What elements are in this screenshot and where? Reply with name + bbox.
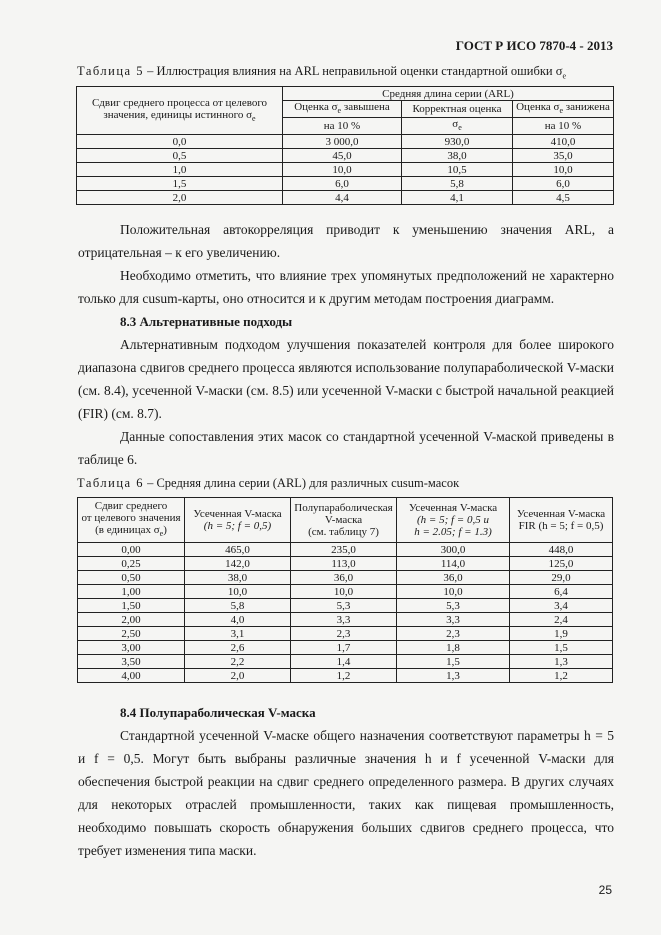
table6-h3-a: Полупараболическая [294, 502, 393, 514]
table-cell: 465,0 [185, 543, 291, 557]
table-cell: 300,0 [397, 543, 510, 557]
table6-header-shift [78, 498, 185, 543]
table-cell: 142,0 [185, 557, 291, 571]
table6-h2-a: Усеченная V-маска [193, 508, 282, 520]
table-cell: 38,0 [402, 149, 513, 163]
table5-row-header-sub: e [252, 113, 256, 123]
table5-col1-header-top [283, 101, 402, 118]
table-cell: 1,2 [510, 669, 613, 683]
table5-col3-b: занижена [563, 101, 610, 113]
table-cell: 45,0 [283, 149, 402, 163]
paragraph-semiparabolic-mask: Стандартной усеченной V-маске общего назначения соответствуют параметры h = 5 и f = 0,5. Могут быть выбраны различные значения h и f усеченной V-маски для обеспечения быстрой реакции на сдвиг среднего определенного размера. В других случаях для некоторых отраслей промышленности, таких как пищевая промышленность, необходимо повышать скорость обнаружения больших сдвигов среднего процесса, что требует изменения типа маски. [78, 728, 614, 858]
table6-h1-d: ) [163, 523, 167, 536]
table-cell: 4,00 [78, 669, 185, 683]
table5-col1-header-bottom: на 10 % [283, 118, 402, 135]
table-cell: 1,8 [397, 641, 510, 655]
table6-caption-label: Таблица 6 [77, 476, 144, 490]
table-row [78, 571, 613, 585]
table-row [77, 149, 614, 163]
table-cell: 113,0 [291, 557, 397, 571]
table-cell: 1,9 [510, 627, 613, 641]
table-row [77, 191, 614, 205]
table-cell: 1,00 [78, 585, 185, 599]
table-cell: 4,1 [402, 191, 513, 205]
table5-row-header-text: Сдвиг среднего процесса от целевого значения, единицы истинного σ [91, 96, 268, 121]
table-cell: 2,2 [185, 655, 291, 669]
table6-h4-a: Усеченная V-маска [408, 502, 498, 514]
table-cell: 36,0 [397, 571, 510, 585]
table-cell: 125,0 [510, 557, 613, 571]
table-cell: 2,50 [78, 627, 185, 641]
section-8-4-heading: 8.4 Полупараболическая V-маска [120, 705, 316, 720]
table-row [78, 627, 613, 641]
table5-caption-text: – Иллюстрация влияния на ARL неправильной оценки стандартной ошибки σ [143, 64, 563, 78]
table5-caption-sub: e [562, 71, 567, 81]
table5-col1-b: завышена [341, 101, 390, 113]
table-cell: 1,3 [397, 669, 510, 683]
table-cell: 1,50 [78, 599, 185, 613]
table6-h3-c: (см. таблицу 7) [308, 526, 379, 538]
table-cell: 1,3 [510, 655, 613, 669]
table-row [78, 669, 613, 683]
table6-h1-b: от целевого значения [81, 511, 181, 524]
table5-row-header [77, 87, 283, 135]
page-number: 25 [598, 883, 612, 897]
table-cell: 38,0 [185, 571, 291, 585]
table-cell: 448,0 [510, 543, 613, 557]
table-cell: 35,0 [513, 149, 614, 163]
table-cell: 3,3 [397, 613, 510, 627]
table-cell: 10,0 [397, 585, 510, 599]
table5-group-header: Средняя длина серии (ARL) [283, 87, 614, 101]
table-row [77, 177, 614, 191]
table-row [77, 163, 614, 177]
table-cell: 0,00 [78, 543, 185, 557]
table6-h5-b: FIR (h = 5; f = 0,5) [518, 520, 604, 532]
table-cell: 10,0 [185, 585, 291, 599]
table-cell: 1,5 [77, 177, 283, 191]
table-cell: 2,3 [291, 627, 397, 641]
table6-header-truncated-two [397, 498, 510, 543]
table-cell: 3,4 [510, 599, 613, 613]
table-cell: 2,0 [185, 669, 291, 683]
table5-col3-header-bottom: на 10 % [513, 118, 614, 135]
table-row [78, 655, 613, 669]
table-cell: 3,1 [185, 627, 291, 641]
table5-col2-b: σ [452, 118, 459, 131]
table6-h3-b: V-маска [324, 514, 363, 526]
table6-h1-a: Сдвиг среднего [94, 499, 168, 512]
table-cell: 10,0 [291, 585, 397, 599]
standard-header: ГОСТ Р ИСО 7870-4 - 2013 [455, 38, 613, 53]
table-cell: 1,0 [77, 163, 283, 177]
table-row [78, 599, 613, 613]
table6-header-truncated [185, 498, 291, 543]
table-cell: 36,0 [291, 571, 397, 585]
table-cell: 3 000,0 [283, 135, 402, 149]
section-8-3-heading: 8.3 Альтернативные подходы [120, 314, 293, 329]
table-cell: 1,2 [291, 669, 397, 683]
table-cell: 1,7 [291, 641, 397, 655]
table-cell: 4,0 [185, 613, 291, 627]
paragraph-comparison: Данные сопоставления этих масок со стандартной усеченной V-маской приведены в таблице 6. [78, 429, 614, 467]
table-cell: 930,0 [402, 135, 513, 149]
table-cell: 114,0 [397, 557, 510, 571]
table-cell: 10,5 [402, 163, 513, 177]
table6-h4-b: (h = 5; f = 0,5 и [417, 514, 489, 526]
table-cell: 6,4 [510, 585, 613, 599]
table5-col3-header-top [513, 101, 614, 118]
table-cell: 410,0 [513, 135, 614, 149]
table-cell: 235,0 [291, 543, 397, 557]
table-cell: 3,00 [78, 641, 185, 655]
table6-caption [77, 476, 459, 491]
table5-col2-sub: e [458, 123, 462, 133]
table-cell: 5,3 [291, 599, 397, 613]
table6-h1-c: (в единицах σ [95, 523, 160, 536]
table5-caption [77, 64, 566, 81]
table6-header-fir [510, 498, 613, 543]
table5-col1-a: Оценка σ [294, 101, 338, 113]
table-cell: 3,50 [78, 655, 185, 669]
table-cell: 10,0 [513, 163, 614, 177]
table6-h1-sub: e [159, 529, 164, 539]
table-cell: 0,0 [77, 135, 283, 149]
paragraph-assumptions: Необходимо отметить, что влияние трех упомянутых предположений не характерно только для cusum-карты, оно относится и к другим методам построения диаграмм. [78, 268, 614, 306]
table6-h2-b: (h = 5; f = 0,5) [203, 520, 272, 532]
table-cell: 10,0 [283, 163, 402, 177]
table5-caption-label: Таблица 5 [77, 64, 144, 78]
table-cell: 1,5 [397, 655, 510, 669]
table5-col3-a: Оценка σ [516, 101, 560, 113]
table-cell: 29,0 [510, 571, 613, 585]
table-row [78, 557, 613, 571]
table-row [78, 585, 613, 599]
table6-h4-c: h = 2.05; f = 1.3) [414, 526, 492, 538]
table-cell: 2,00 [78, 613, 185, 627]
table-cell: 4,4 [283, 191, 402, 205]
table-cell: 6,0 [283, 177, 402, 191]
table-cell: 5,8 [402, 177, 513, 191]
table-cell: 1,4 [291, 655, 397, 669]
table6-caption-text: – Средняя длина серии (ARL) для различных cusum-масок [143, 476, 460, 490]
table-row [78, 641, 613, 655]
table5-col1-sub: e [337, 106, 342, 116]
table-row [77, 135, 614, 149]
table-cell: 6,0 [513, 177, 614, 191]
table6-header-semiparabolic [291, 498, 397, 543]
table5 [76, 86, 614, 205]
table6-h5-a: Усеченная V-маска [516, 508, 606, 520]
table-cell: 5,8 [185, 599, 291, 613]
table-cell: 5,3 [397, 599, 510, 613]
table-cell: 1,5 [510, 641, 613, 655]
table-cell: 2,0 [77, 191, 283, 205]
table-row [78, 543, 613, 557]
table5-col3-sub: e [559, 106, 564, 116]
table-cell: 0,50 [78, 571, 185, 585]
table6 [77, 497, 613, 683]
table-cell: 2,6 [185, 641, 291, 655]
table-cell: 4,5 [513, 191, 614, 205]
table-row [78, 613, 613, 627]
table5-col2-header-bottom [402, 118, 513, 135]
paragraph-alternative-approaches: Альтернативным подходом улучшения показателей контроля для более широкого диапазона сдвигов среднего процесса являются использование полупараболической V-маски (см. 8.4), усеченной V-маски (см. 8.5) или усеченной V-маски с быстрой начальной реакцией (FIR) (см. 8.7). [78, 337, 614, 421]
table-cell: 2,3 [397, 627, 510, 641]
table-cell: 0,5 [77, 149, 283, 163]
table-cell: 3,3 [291, 613, 397, 627]
table-cell: 2,4 [510, 613, 613, 627]
paragraph-autocorrelation: Положительная автокорреляция приводит к уменьшению значения ARL, а отрицательная – к его увеличению. [78, 222, 614, 260]
table-cell: 0,25 [78, 557, 185, 571]
table5-col2-header-top: Корректная оценка [402, 101, 513, 118]
